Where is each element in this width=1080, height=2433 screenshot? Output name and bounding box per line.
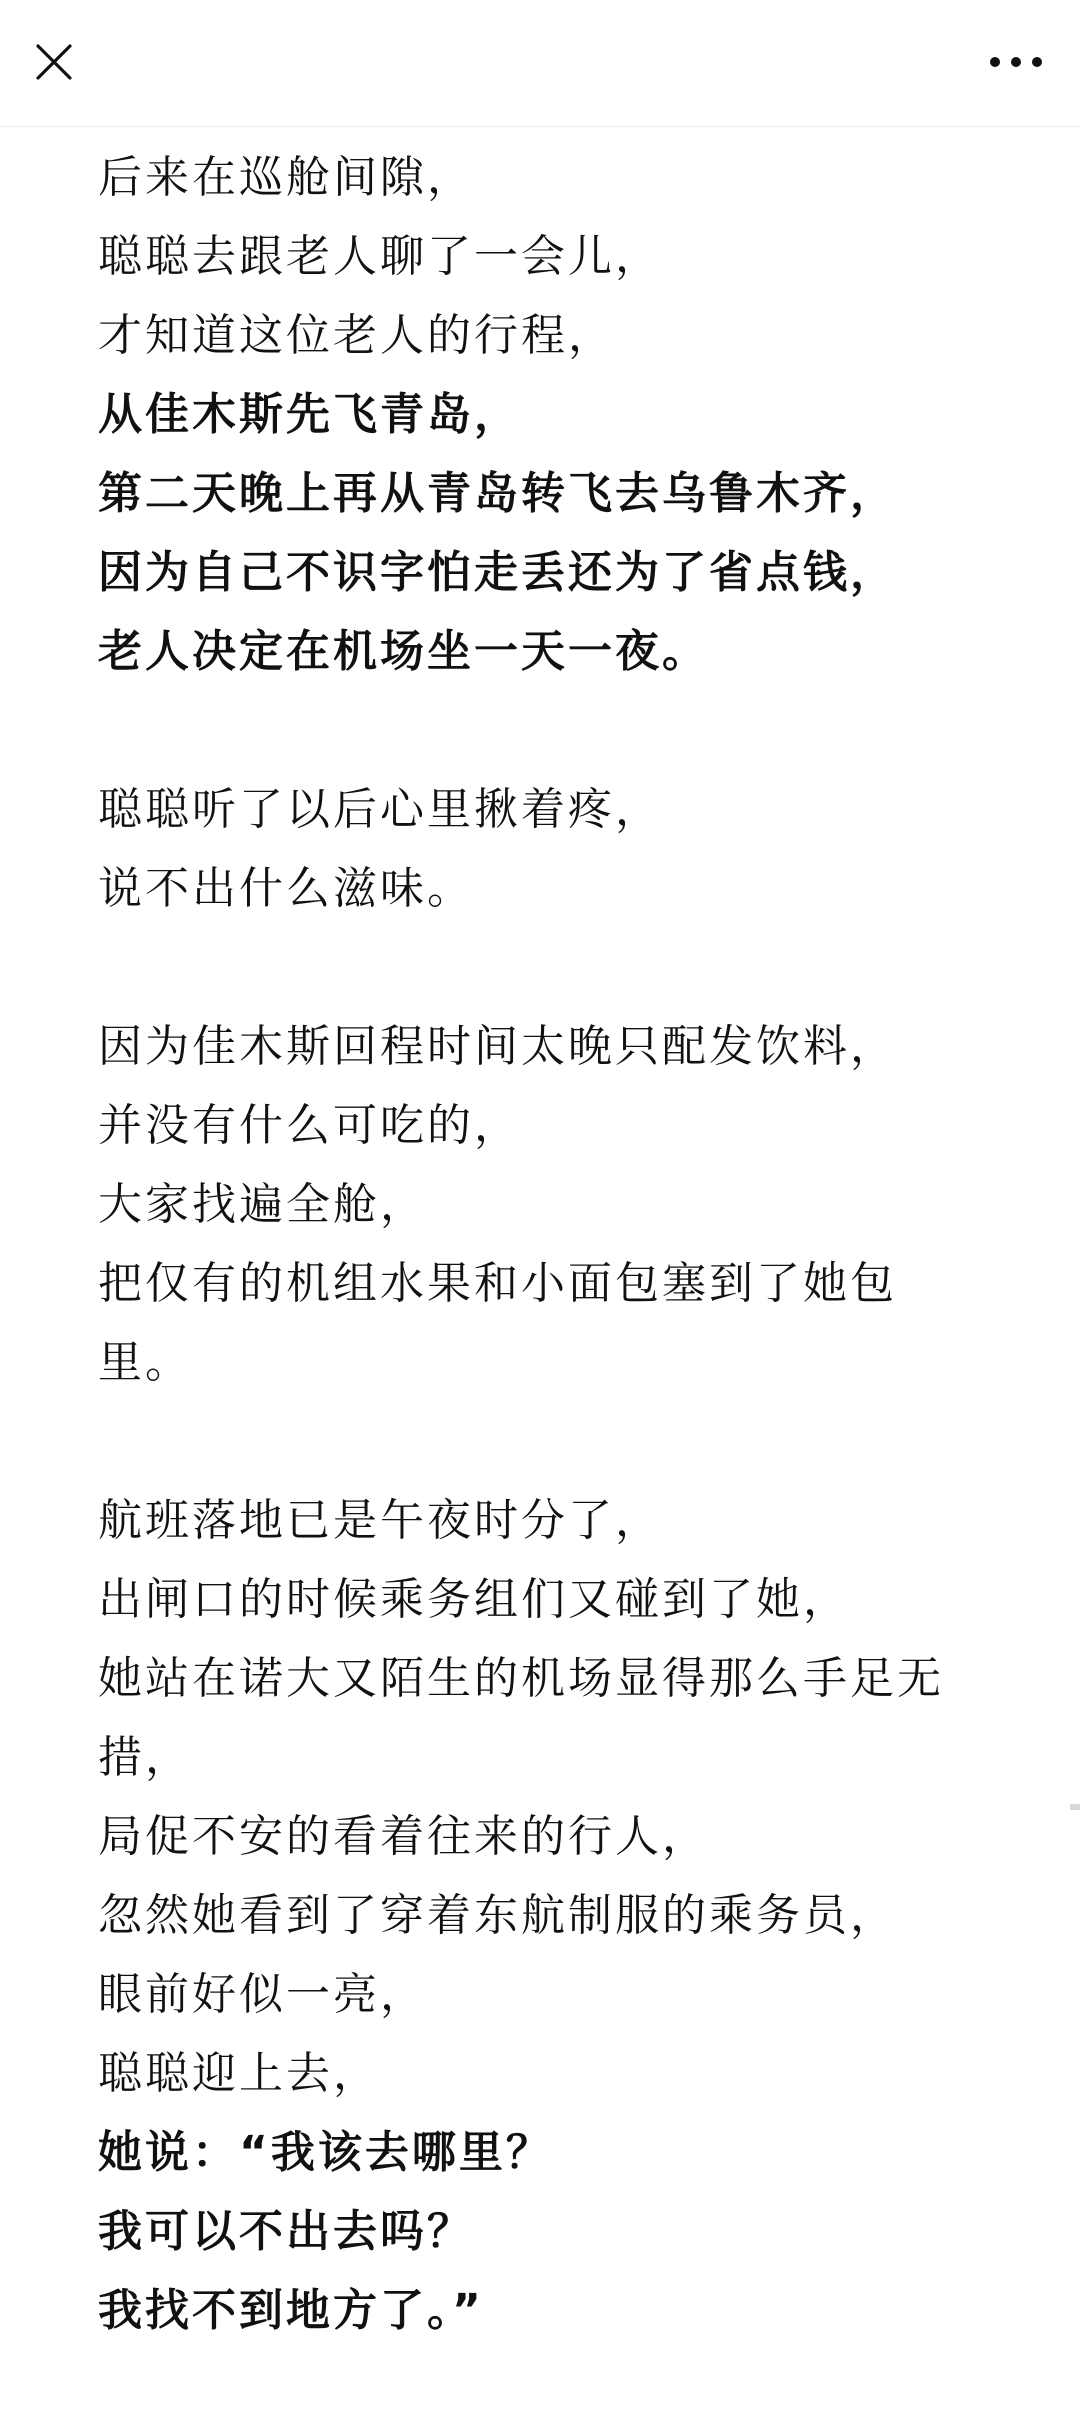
article-line-bold: 她说：“我该去哪里？ [98,2127,553,2178]
article-line: 她站在诺大又陌生的机场显得那么手足无 [98,1653,944,1704]
article-line: 出闸口的时候乘务组们又碰到了她， [98,1574,850,1625]
more-options-button[interactable] [976,30,1056,94]
article-line: 大家找遍全舱， [98,1179,427,1230]
article-line: 聪聪听了以后心里揪着疼， [98,784,662,835]
article-line-bold: 因为自己不识字怕走丢还为了省点钱， [98,547,897,598]
article-line: 局促不安的看着往来的行人， [98,1811,709,1862]
article-line: 并没有什么可吃的， [98,1100,521,1151]
article-line: 把仅有的机组水果和小面包塞到了她包 [98,1258,897,1309]
article-line-bold: 第二天晚上再从青岛转飞去乌鲁木齐， [98,468,897,519]
paragraph-spacer [98,1402,998,1481]
article-line: 后来在巡舱间隙， [98,152,474,203]
article-line: 忽然她看到了穿着东航制服的乘务员， [98,1890,897,1941]
article-line: 聪聪迎上去， [98,2048,380,2099]
article-line-bold: 我可以不出去吗？ [98,2206,474,2257]
close-icon [34,42,74,82]
article-line-bold: 老人决定在机场坐一天一夜。 [98,626,709,677]
more-options-icon [988,55,1044,69]
paragraph-spacer [98,928,998,1007]
article-body [98,138,998,2350]
article-line-bold: 从佳木斯先飞青岛， [98,389,521,440]
scroll-indicator [1070,1804,1080,1810]
article-line: 措， [98,1732,192,1783]
article-line-bold: 我找不到地方了。” [98,2285,484,2336]
article-line: 因为佳木斯回程时间太晚只配发饮料， [98,1021,897,1072]
article-line: 航班落地已是午夜时分了， [98,1495,662,1546]
article-line: 聪聪去跟老人聊了一会儿， [98,231,662,282]
article-line: 里。 [98,1337,192,1388]
article-line: 眼前好似一亮， [98,1969,427,2020]
top-bar [0,0,1080,127]
article-line: 说不出什么滋味。 [98,863,474,914]
paragraph-spacer [98,691,998,770]
close-button[interactable] [22,30,86,94]
article-line: 才知道这位老人的行程， [98,310,615,361]
